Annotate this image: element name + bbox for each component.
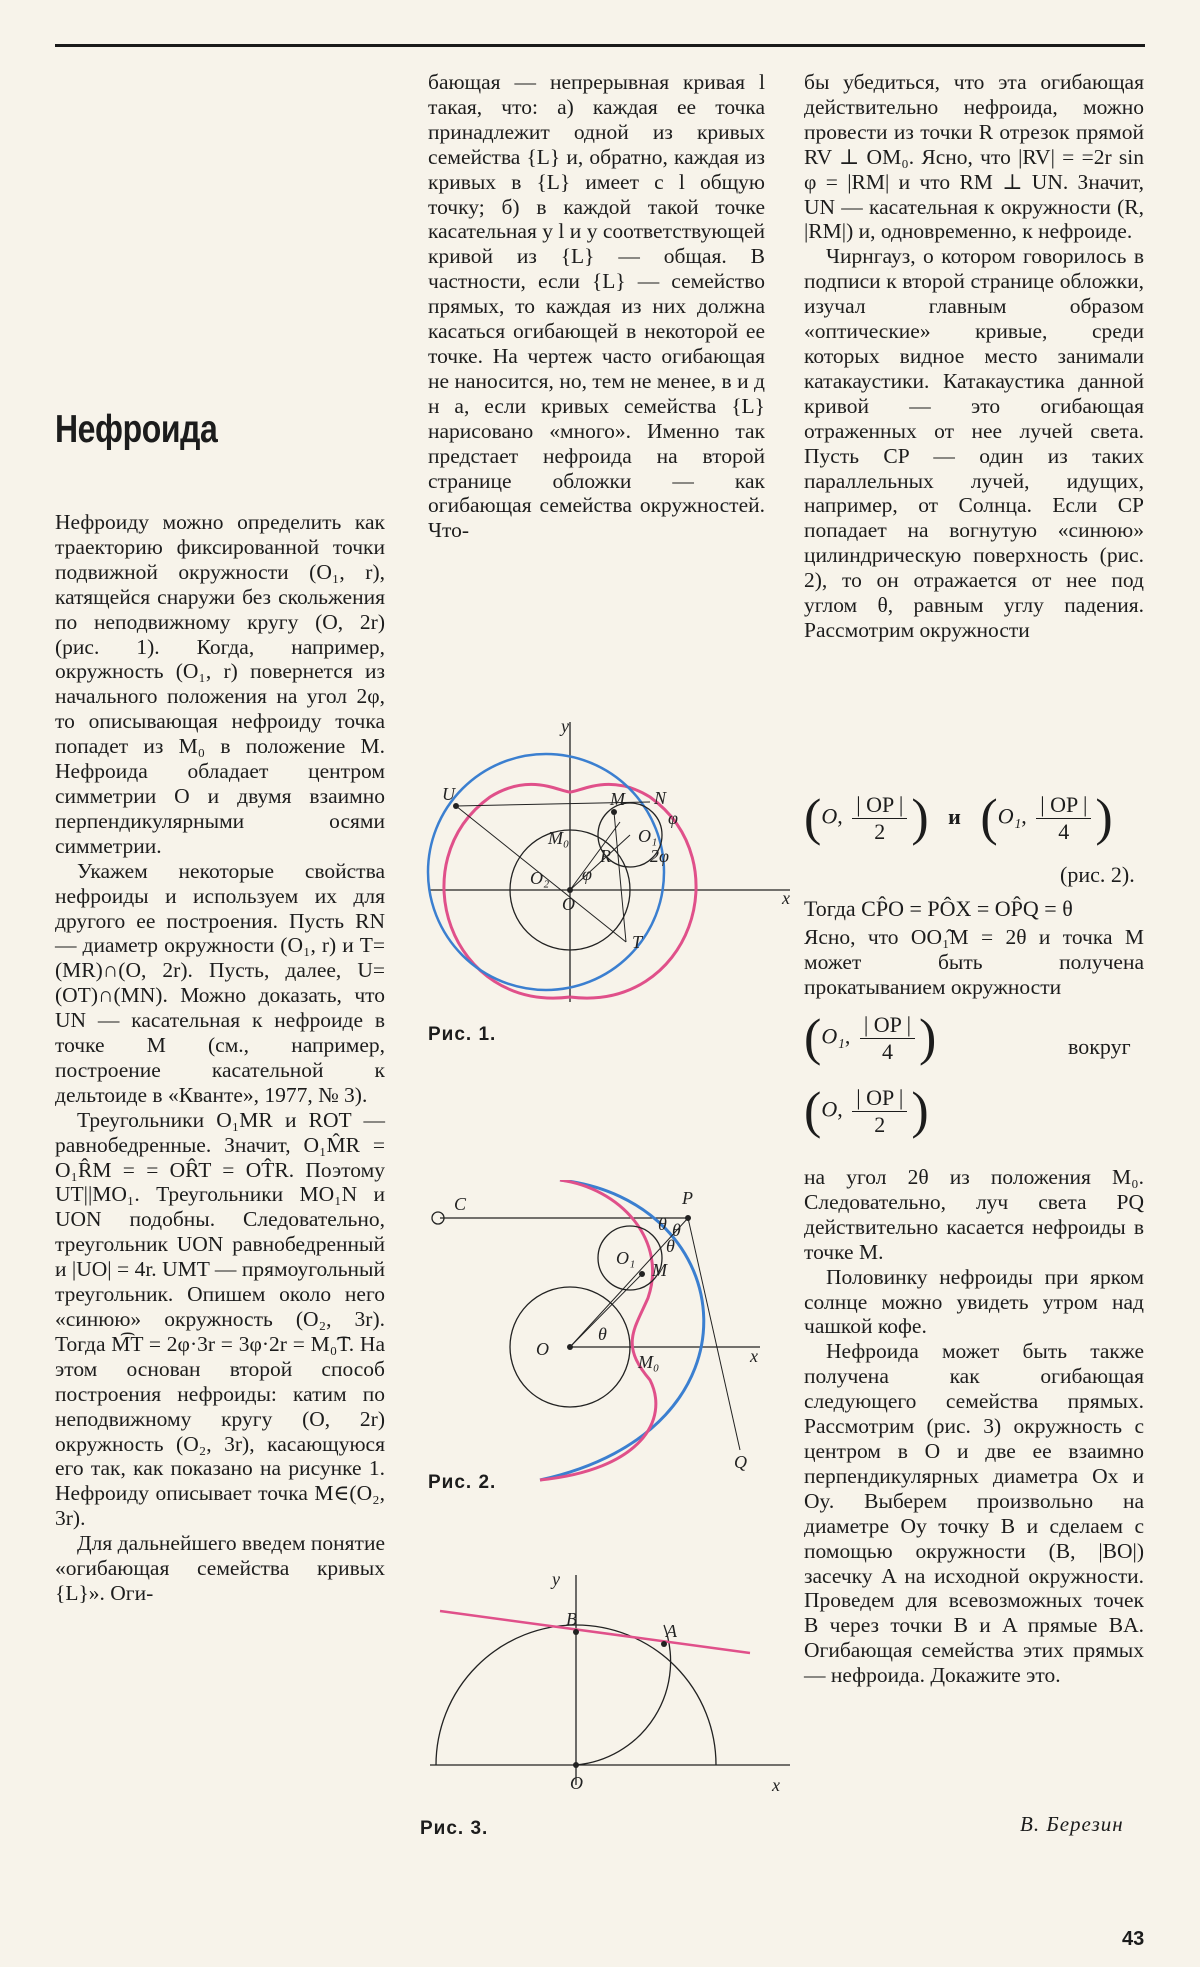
fig-label: N [654, 788, 667, 808]
point-B [573, 1629, 579, 1635]
point-O [573, 1762, 579, 1768]
fig-label: O [536, 1339, 549, 1359]
fig-label: C [454, 1194, 467, 1214]
figure-3 [420, 1565, 800, 1805]
point-M [639, 1271, 645, 1277]
fig-label: O [562, 894, 575, 914]
fig-label: 2φ [650, 846, 669, 866]
paragraph: Для дальнейшего введем понятие «огибающая семейства кривых {L}». Оги- [55, 1531, 385, 1605]
point-M [611, 809, 617, 815]
fig-label: x [750, 1346, 758, 1366]
article-title: Нефроида [55, 408, 218, 451]
fig-label: P [682, 1188, 693, 1208]
fraction-denominator: 4 [881, 1039, 893, 1064]
fig-label: M [652, 1260, 667, 1280]
fraction-numerator: | OP | [860, 1012, 915, 1039]
paragraph: Укажем некоторые свойства нефроиды и используем их для другого ее построения. Пусть RN — диаметр окружности (O₁, r) и T=(MR)∩(O, 2r). Пусть, далее, U=(OT)∩(MN). Можно доказать, что UN — касательная к нефроиде в точке M (см., например, построение касательной к дельтоиде в «Кванте», 1977, № 3). [55, 858, 385, 1107]
line-PQ [688, 1218, 740, 1450]
fig-label: O₁ [616, 1248, 636, 1268]
fig-label: φ [582, 864, 592, 884]
fig-label: φ [668, 808, 678, 828]
formula-circle-4: (O, $\frac{| OP |}{2}$ ) [804, 1082, 929, 1140]
column-2 [428, 70, 765, 543]
fig-label: θ [598, 1324, 607, 1344]
fraction-denominator: 2 [874, 1112, 886, 1137]
fig-label: M [610, 789, 625, 809]
fig-label: O₁ [638, 826, 658, 846]
column-3-bottom [804, 1165, 1144, 1688]
formula-circle-3: (O₁, $\frac{| OP |}{4}$ ) [804, 1009, 937, 1067]
formula-point: O [821, 803, 838, 829]
fig-label: θ [658, 1214, 667, 1234]
figure-2-caption: Рис. 2. [428, 1472, 497, 1493]
fig-label: O [570, 1773, 583, 1793]
line-OM [570, 822, 620, 890]
fig-label: θ [672, 1220, 681, 1240]
fig-label: T [632, 932, 643, 952]
fig-label: R [600, 846, 611, 866]
fig-label: A [666, 1621, 677, 1641]
fraction-numerator: | OP | [852, 792, 907, 819]
paragraph: Чирнгауз, о котором говорилось в подписи к второй странице обложки, изучал главным образом «оптические» кривые, среди которых видное место занимали катакаустики. Катакаустика данной кривой — это огибающая отраженных от нее лучей света. Пусть CP — один из таких параллельных лучей, идущих, например, от Солнца. Если CP попадает на вогнутую «синюю» цилиндрическую поверхность (рис. 2), то он отражается от нее под углом θ, равным углу падения. Рассмотрим окружности [804, 244, 1144, 642]
fig-label: x [772, 1775, 780, 1795]
fraction-denominator: 4 [1058, 819, 1070, 844]
formula-point: O [821, 1096, 838, 1122]
arc-BO [576, 1625, 671, 1765]
fraction-numerator: | OP | [852, 1085, 907, 1112]
line-BA [440, 1611, 750, 1653]
top-rule [55, 44, 1145, 47]
point-O [567, 1344, 573, 1350]
column-1 [55, 510, 385, 1606]
and-word: и [948, 803, 961, 829]
fig-label: B [566, 1609, 577, 1629]
fig-label: M₀ [638, 1352, 660, 1372]
formula-text: Ясно, что OO₁̂M = 2θ и точка M может быть получена прокатыванием окружности [804, 925, 1144, 999]
paragraph: бы убедиться, что эта огибающая действительно нефроида, можно провести из точки R отрезок прямой RV ⊥ OM₀. Ясно, что |RV| = =2r sin φ = |RM| и что RM ⊥ UN. Значит, UN — касательная к окружности (R, |RM|) и, одновременно, к нефроиде. [804, 70, 1144, 244]
fig-label: θ [666, 1236, 675, 1256]
paragraph: на угол 2θ из положения M₀. Следовательно, луч света PQ действительно касается нефроиды в точке M. [804, 1165, 1144, 1264]
fig-label: Q [734, 1452, 747, 1472]
figure-1 [420, 712, 800, 1012]
fraction-denominator: 2 [874, 819, 886, 844]
point-P [685, 1215, 691, 1221]
figure-1-caption: Рис. 1. [428, 1024, 497, 1045]
page-number: 43 [1122, 1928, 1145, 1950]
fig-label: x [782, 888, 790, 908]
around-word: вокруг [1068, 1034, 1131, 1059]
fig-label: y [552, 1569, 560, 1589]
figure-2 [420, 1180, 800, 1490]
formula-circles: (O, $\frac{| OP |}{2}$ ) и (O₁, $\frac{| OP |}{4}$ ) [804, 789, 1113, 847]
paragraph: Треугольники O₁MR и ROT — равнобедренные. Значит, O₁M̂R = O₁R̂M = = OR̂T = OT̂R. Поэтому UT||MO₁. Треугольники MO₁N и UON подобны. Следовательно, треугольник UON равнобедренный и |UO| = 4r. UMT — прямоугольный треугольник. Опишем около него «синюю» окружность (O₂, 3r). Тогда M͡T = 2φ·3r = 3φ·2r = M₀͡T. На этом основан второй способ построения нефроиды: катим по неподвижному кругу (O, 2r) окружность (O₂, 3r), касающуюся его так, как показано на рисунке 1. Нефроиду описывает точка M∈(O₂, 3r). [55, 1107, 385, 1531]
fig-label: O₂ [530, 868, 550, 888]
column-3 [804, 70, 1144, 643]
paragraph: Нефроида может быть также получена как огибающая следующего семейства прямых. Рассмотрим (рис. 3) окружность с центром в O и две ее взаимно перпендикулярных диаметра Ox и Oy. Выберем произвольно на диаметре Oy точку B и сделаем с помощью окружности (B, |BO|) засечку A на исходной окружности. Проведем для всевозможных точек B через точки B и A прямые BA. Огибающая семейства этих прямых — нефроида. Докажите это. [804, 1339, 1144, 1688]
point-A [661, 1641, 667, 1647]
formula-point: O₁ [997, 803, 1022, 829]
paragraph: Нефроиду можно определить как траекторию фиксированной точки подвижной окружности (O₁, r), катящейся снаружи без скольжения по неподвижному кругу (O, 2r) (рис. 1). Когда, например, окружность (O₁, r) повернется из начального положения на угол 2φ, то описывающая нефроиду точка попадет из M₀ в положение M. Нефроида обладает центром симметрии O и двумя взаимно перпендикулярными осями симметрии. [55, 510, 385, 858]
figure-3-caption: Рис. 3. [420, 1818, 489, 1839]
fig-label: U [442, 784, 455, 804]
formula-angles: Тогда CP̂O = PÔX = OP̂Q = θ [804, 896, 1073, 921]
point-O [567, 887, 573, 893]
paragraph: Половинку нефроиды при ярком солнце можно увидеть утром над чашкой кофе. [804, 1264, 1144, 1339]
author: В. Березин [1020, 1812, 1124, 1836]
formula-point: O₁ [821, 1023, 845, 1049]
fraction-numerator: | OP | [1036, 792, 1091, 819]
paragraph: бающая — непрерывная кривая l такая, что: а) каждая ее точка принадлежит одной из кривых семейства {L} и, обратно, каждая из кривых в {L} имеет с l общую точку; б) в каждой такой точке касательная у l и у соответствующей кривой из {L} — общая. В частности, если {L} — семейство прямых, то каждая из них должна касаться огибающей в некоторой ее точке. На чертеж часто огибающая не наносится, но, тем не менее, в и д н а, если кривых семейства {L} нарисовано «много». Именно так предстает нефроида на второй странице обложки — как огибающая семейства окружностей. Что- [428, 70, 765, 543]
fig-label: y [561, 716, 569, 736]
formula-ref: (рис. 2). [1060, 862, 1135, 887]
fig-label: M₀ [548, 828, 570, 848]
